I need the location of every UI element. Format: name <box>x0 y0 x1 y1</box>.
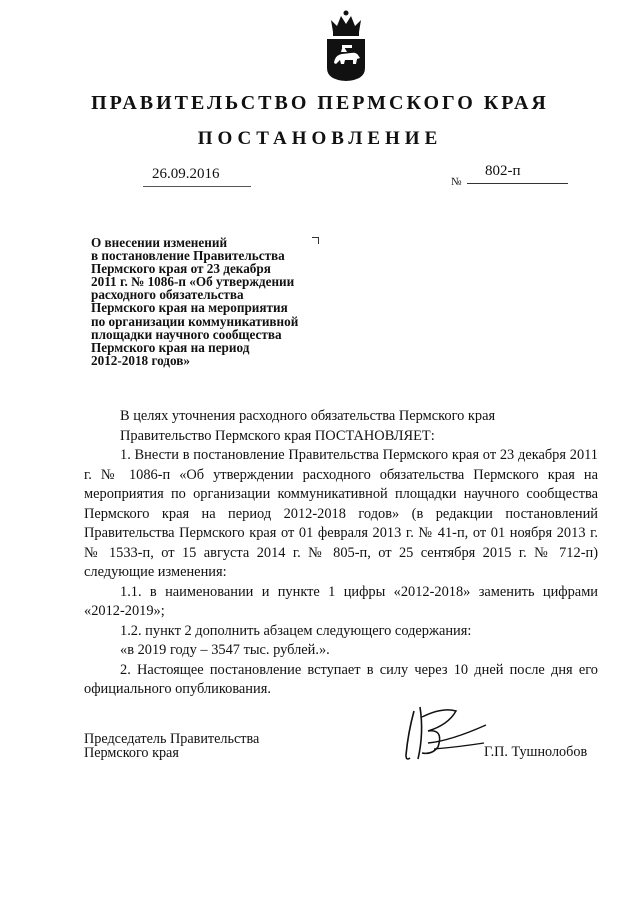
subject-line: Пермского края от 23 декабря <box>91 261 271 277</box>
subject-line: Пермского края на мероприятия <box>91 300 288 316</box>
document-number: 802-п <box>485 163 521 179</box>
position-line: Председатель Правительства <box>84 731 260 747</box>
body-paragraph: «в 2019 году – 3547 тыс. рублей.». <box>120 642 330 658</box>
subject-line: площадки научного сообщества <box>91 326 282 342</box>
handwritten-signature-icon <box>398 703 490 765</box>
body-paragraph: 1.2. пункт 2 дополнить абзацем следующего содержания: <box>120 622 472 639</box>
subject-line: по организации коммуникативной <box>91 313 299 329</box>
number-underline <box>467 183 568 184</box>
subject-line: в постановление Правительства <box>91 248 285 264</box>
body-paragraph: Правительство Пермского края ПОСТАНОВЛЯЕТ: <box>120 427 435 444</box>
document-date: 26.09.2016 <box>152 166 220 182</box>
subject-line: О внесении изменений <box>91 235 228 250</box>
date-underline <box>143 186 251 187</box>
position-line: Пермского края <box>84 745 179 761</box>
document-subject <box>91 236 351 367</box>
subject-line: Пермского края на период <box>91 339 250 355</box>
body-paragraph: В целях уточнения расходного обязательства Пермского края <box>120 408 496 424</box>
resolution-body <box>84 407 598 700</box>
signatory-name: Г.П. Тушнолобов <box>484 744 588 760</box>
subject-line: 2012-2018 годов» <box>91 352 190 368</box>
subject-line: 2011 г. № 1086-п «Об утверждении <box>91 274 295 290</box>
body-paragraph: 2. Настоящее постановление вступает в силу через 10 дней после дня его официального опубликования. <box>84 661 598 697</box>
signatory-position <box>84 732 259 760</box>
body-paragraph: 1.1. в наименовании и пункте 1 цифры «2012-2018» заменить цифрами «2012-2019»; <box>84 583 598 619</box>
body-paragraph: 1. Внести в постановление Правительства Пермского края от 23 декабря 2011 г. № 1086-п «Об утверждении расходного обязательства Пермского края на мероприятия по организации коммуникативной площадки научного сообщества Пермского края на период 2012-2018 годов» (в редакции постановлений Правительства Пермского края от 01 февраля 2013 г. № 41-п, от 01 ноября 2013 г. № 1533-п, от 15 августа 2014 г. № 805-п, от 25 сентября 2015 г. № 712-п) следующие изменения: <box>84 447 598 580</box>
government-title: ПРАВИТЕЛЬСТВО ПЕРМСКОГО КРАЯ <box>91 92 549 114</box>
subject-line: расходного обязательства <box>91 287 244 303</box>
coat-of-arms-icon <box>323 8 369 82</box>
number-sign: № <box>451 176 462 188</box>
document-type: ПОСТАНОВЛЕНИЕ <box>197 128 443 149</box>
